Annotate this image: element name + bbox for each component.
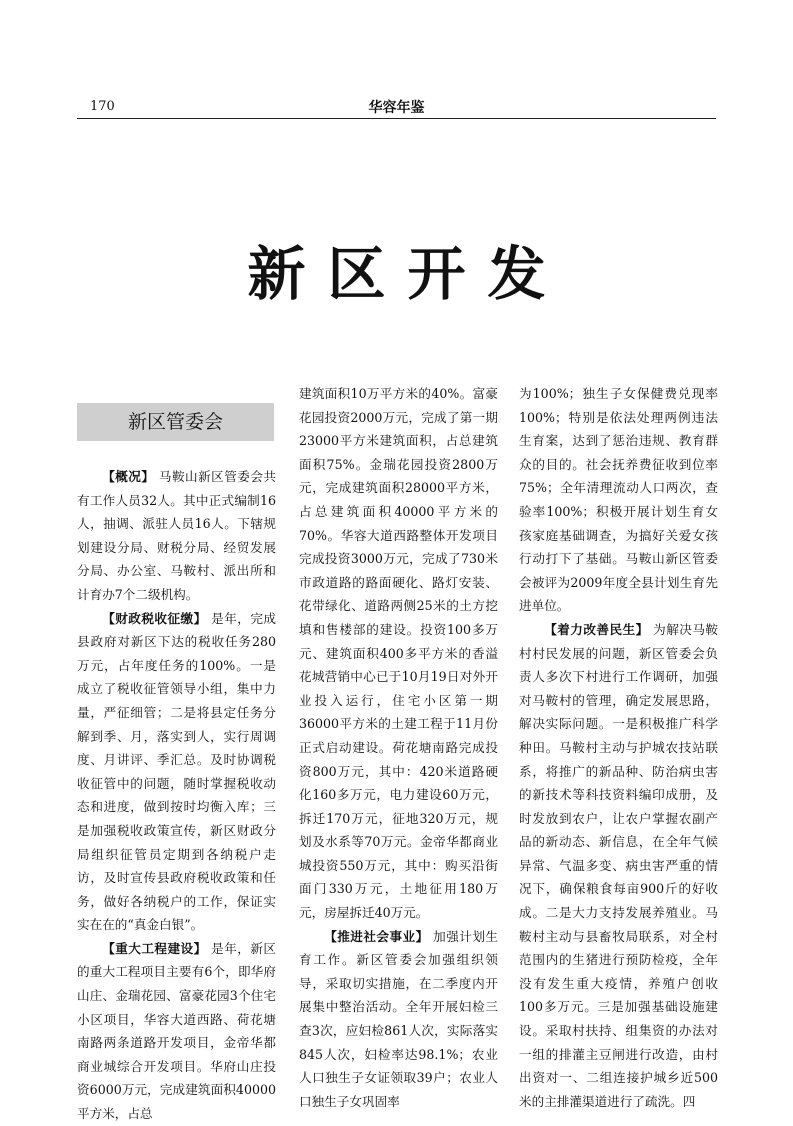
paragraph-major-projects [77, 937, 276, 1126]
paragraph-social-affairs-continued: 为100%；独生子女保健费兑现率100%；特别是依法处理两例违法生育案，达到了惩治违规、教育群众的目的。社会抚养费征收到位率75%；全年清理流动人口两次，查验率100%；积极开展计划生育女孩家庭基础调查，为搞好关爱女孩行动打下了基础。马鞍山新区管委会被评为2009年度全县计划生育先进单位。 [519, 386, 718, 614]
page-number: 170 [90, 99, 115, 114]
paragraph-finance-tax [77, 607, 276, 937]
paragraph-major-projects-continued: 建筑面积10万平方米的40%。富豪花园投资2000万元，完成了第一期23000平方米建筑面积，占总建筑面积75%。金瑞花园投资2800万元，完成建筑面积28000平方米，占总建筑面积40000平方米的70%。华容大道西路整体开发项目完成投资3000万元，完成了730米市政道路的路面硬化、路灯安装、花带绿化、道路两侧25米的土方挖填和售楼部的建设。投资100多万元、建筑面积400多平方米的香溢花城营销中心已于10月19日对外开业投入运行，住宅小区第一期36000平方米的土建工程于11月份正式启动建设。荷花塘南路完成投资800万元，其中：420米道路硬化160多万元，电力建设60万元，拆迁170万元，征地320万元，规划及水系等70万元。金帝华都商业城投资550万元，其中：购买沿街面门330万元，土地征用180万元，房屋拆迁40万元。 [299, 386, 498, 921]
paragraph-text: 是年，新区的重大工程项目主要有6个，即华府山庄、金瑞花园、富豪花园3个住宅小区项目，华容大道西路、荷花塘南路两条道路开发项目，金帝华都商业城综合开发项目。华府山庄投资6000万元，完成建筑面积40000平方米，占总 [77, 940, 277, 1122]
paragraph-overview [77, 465, 276, 607]
paragraph-social-affairs [299, 925, 498, 1114]
keyword-major-projects: 【重大工程建设】 [102, 940, 207, 956]
paragraph-text: 加强计划生育工作。新区管委会加强组织领导，采取切实措施，在二季度内开展集中整治活动。全年开展妇检三查3次，应妇检861人次，实际落实845人次，妇检率达98.1%；农业人口独生子女证领取39户；农业人口独生子女巩固率 [299, 928, 499, 1109]
header-rule [77, 118, 716, 119]
text-column-3 [519, 382, 718, 1113]
text-column-2 [299, 382, 498, 1113]
section-banner: 新区管委会 [77, 403, 274, 441]
keyword-finance-tax: 【财政税收征缴】 [102, 610, 207, 626]
paragraph-text: 马鞍山新区管委会共有工作人员32人。其中正式编制16人，抽调、派驻人员16人。下辖规划建设分局、财税分局、经贸发展分局、办公室、马鞍村、派出所和计育办7个二级机构。 [77, 469, 277, 602]
paragraph-text: 是年，完成县政府对新区下达的税收任务280万元，占年度任务的100%。一是成立了税收征管领导小组，集中力量，严征细管；二是将县定任务分解到季、月，落实到人，实行周调度、月讲评、季汇总。及时协调税收征管中的问题，随时掌握税收动态和进度，做到按时均衡入库；三是加强税收政策宣传，新区财政分局组织征管员定期到各纳税户走访，及时宣传县政府税收政策和任务，做好各纳税户的工作，保证实实在在的“真金白银”。 [77, 610, 277, 933]
keyword-livelihood: 【着力改善民生】 [544, 621, 649, 637]
paragraph-livelihood [519, 618, 718, 1113]
keyword-social-affairs: 【推进社会事业】 [324, 928, 429, 944]
paragraph-text: 为解决马鞍村村民发展的问题，新区管委会负责人多次下村进行工作调研，加强对马鞍村的管理，确定发展思路，解决实际问题。一是积极推广科学种田。马鞍村主动与护城农技站联系，将推广的新品种、防治病虫害的新技术等科技资料编印成册，及时发放到农户，让农户掌握农副产品的新动态、新信息，在全年气候异常、气温多变、病虫害严重的情况下，确保粮食每亩900斤的好收成。二是大力支持发展养殖业。马鞍村主动与县畜牧局联系，对全村范围内的生猪进行预防检疫，全年没有发生重大疫情，养殖户创收100多万元。三是加强基础设施建设。采取村扶持、组集资的办法对一组的排灌主豆闸进行改造，由村出资对一、二组连接护城乡近500米的主排灌渠道进行了疏洗。四 [519, 621, 719, 1109]
chapter-title: 新区开发 [247, 240, 568, 308]
keyword-overview: 【概况】 [102, 469, 155, 484]
running-title: 华容年鉴 [368, 100, 425, 116]
text-column-1 [77, 465, 276, 1126]
